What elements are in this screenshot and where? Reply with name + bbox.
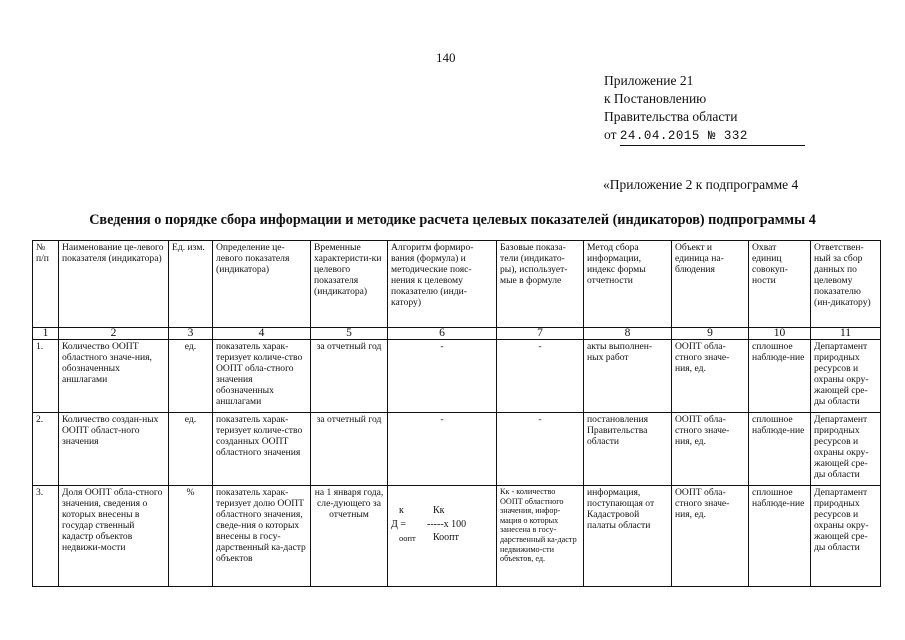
indicator-definition: показатель харак-теризует долю ООПТ областного значения, сведе-ния о которых внесены в госу-дарственный ка-дастр объектов [213, 486, 311, 587]
collection-method: акты выполнен-ных работ [584, 340, 672, 413]
row-number: 1. [33, 340, 59, 413]
table-row [33, 486, 881, 587]
formula-bottom-right: Коопт [433, 532, 459, 543]
base-indicators: - [497, 340, 584, 413]
appendix-line-1: Приложение 21 [604, 73, 694, 88]
indicator-definition: показатель харак-теризует количе-ство ООПТ обла-стного значения обозначенных аншлагами [213, 340, 311, 413]
coverage: сплошное наблюде-ние [749, 340, 811, 413]
observation-object: ООПТ обла-стного значе-ния, ед. [672, 486, 749, 587]
row-number: 3. [33, 486, 59, 587]
time-characteristic: за отчетный год [311, 413, 388, 486]
header-cell: Определение це-левого показателя (индикатора) [213, 241, 311, 328]
document-title: Сведения о порядке сбора информации и методике расчета целевых показателей (индикаторов) подпрограммы 4 [89, 212, 816, 228]
column-number: 1 [33, 328, 59, 340]
formula-top-right: Кк [433, 505, 445, 516]
table-header-row [33, 241, 881, 328]
unit: % [169, 486, 213, 587]
unit: ед. [169, 340, 213, 413]
appendix-date-line [604, 126, 805, 146]
indicators-table [32, 240, 881, 587]
appendix-block [604, 72, 805, 146]
header-cell: Объект и единица на-блюдения [672, 241, 749, 328]
appendix-line-3: Правительства области [604, 109, 738, 124]
header-cell: Метод сбора информации, индекс формы отчетности [584, 241, 672, 328]
header-cell: Охват единиц совокуп-ности [749, 241, 811, 328]
appendix-line-2: к Постановлению [604, 91, 707, 106]
column-number-row [33, 328, 881, 340]
indicator-name: Количество ООПТ областного значе-ния, обозначенных аншлагами [59, 340, 169, 413]
header-cell: Алгоритм формиро-вания (формула) и методические пояс-нения к целевому показателю (инди-катору) [388, 241, 497, 328]
base-indicators: Кк - количество ООПТ областного значения, инфор-мация о которых занесена в госу-дарственный ка-дастр недвижимо-сти объектов, ед. [497, 486, 584, 587]
responsible: Департамент природных ресурсов и охраны окру-жающей сре-ды области [811, 486, 881, 587]
column-number: 5 [311, 328, 388, 340]
algorithm: - [388, 340, 497, 413]
table-row [33, 413, 881, 486]
column-number: 3 [169, 328, 213, 340]
column-number: 10 [749, 328, 811, 340]
observation-object: ООПТ обла-стного значе-ния, ед. [672, 413, 749, 486]
time-characteristic: на 1 января года, сле-дующего за отчетным [311, 486, 388, 587]
page-number: 140 [436, 50, 456, 65]
collection-method: постановления Правительства области [584, 413, 672, 486]
column-number: 6 [388, 328, 497, 340]
date-prefix: от [604, 127, 620, 142]
time-characteristic: за отчетный год [311, 340, 388, 413]
formula [391, 499, 493, 559]
column-number: 8 [584, 328, 672, 340]
collection-method: информация, поступающая от Кадастровой палаты области [584, 486, 672, 587]
formula-bottom-left: оопт [399, 533, 416, 543]
header-cell: Временные характеристи-ки целевого показателя (индикатора) [311, 241, 388, 328]
header-cell: Базовые показа-тели (индикато-ры), использует-мые в формуле [497, 241, 584, 328]
header-cell: Ответствен-ный за сбор данных по целевому показателю (ин-дикатору) [811, 241, 881, 328]
formula-top-left: к [399, 505, 404, 516]
formula-lhs: Д = [391, 519, 406, 530]
subprogram-reference: «Приложение 2 к подпрограмме 4 [603, 177, 799, 192]
responsible: Департамент природных ресурсов и охраны окру-жающей сре-ды области [811, 413, 881, 486]
column-number: 2 [59, 328, 169, 340]
observation-object: ООПТ обла-стного значе-ния, ед. [672, 340, 749, 413]
header-cell: Ед. изм. [169, 241, 213, 328]
header-cell: № п/п [33, 241, 59, 328]
indicator-name: Доля ООПТ обла-стного значения, сведения о которых внесены в государ ственный кадастр объектов недвижи-мости [59, 486, 169, 587]
responsible: Департамент природных ресурсов и охраны окру-жающей сре-ды области [811, 340, 881, 413]
formula-fraction: -----x 100 [427, 519, 467, 530]
base-indicators: - [497, 413, 584, 486]
algorithm: - [388, 413, 497, 486]
header-cell: Наименование це-левого показателя (индикатора) [59, 241, 169, 328]
algorithm [388, 486, 497, 587]
column-number: 4 [213, 328, 311, 340]
unit: ед. [169, 413, 213, 486]
coverage: сплошное наблюде-ние [749, 486, 811, 587]
column-number: 11 [811, 328, 881, 340]
indicator-definition: показатель харак-теризует количе-ство созданных ООПТ областного значения [213, 413, 311, 486]
column-number: 9 [672, 328, 749, 340]
row-number: 2. [33, 413, 59, 486]
table-row [33, 340, 881, 413]
indicator-name: Количество создан-ных ООПТ област-ного значения [59, 413, 169, 486]
coverage: сплошное наблюде-ние [749, 413, 811, 486]
date-value: 24.04.2015 № 332 [620, 127, 805, 146]
column-number: 7 [497, 328, 584, 340]
